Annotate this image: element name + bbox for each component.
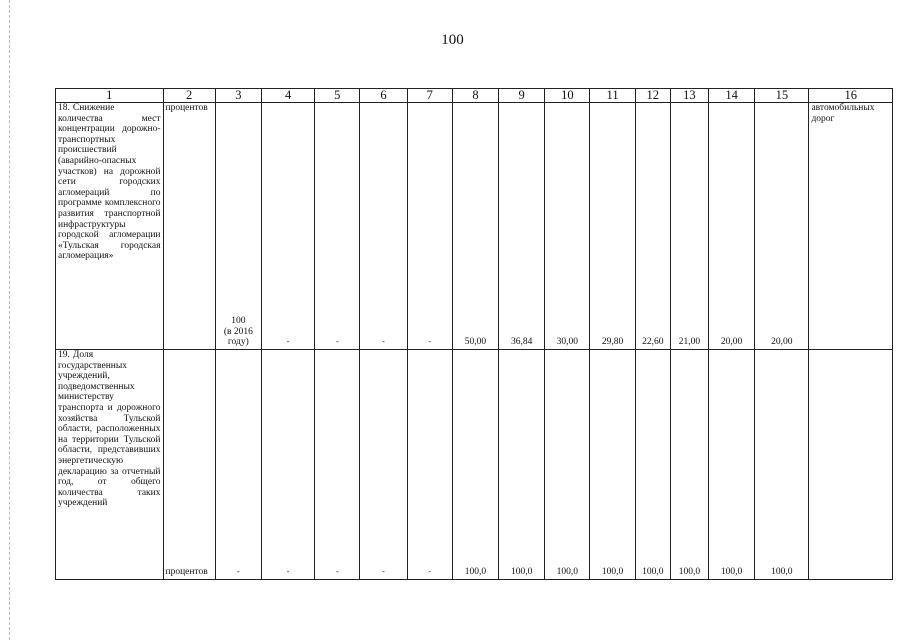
indicator-name: Снижение количества мест концентрации дорожно-транспортных происшествий (аварийно-опасных участков) на дорожной сети городских агломераций по программе комплексного развития транспортной инфраструктуры городской агломерации «Тульская городская агломерация» xyxy=(58,103,161,262)
value-cell: - xyxy=(261,103,314,350)
base-value-cell xyxy=(215,103,261,350)
column-header: 6 xyxy=(360,89,407,103)
scan-edge-line xyxy=(9,0,10,640)
value-cell: 100,0 xyxy=(452,350,498,580)
column-header: 12 xyxy=(635,89,670,103)
value-cell: 22,60 xyxy=(635,103,670,350)
unit-cell: процентов xyxy=(163,103,215,350)
column-header: 16 xyxy=(809,89,893,103)
table-row xyxy=(56,350,893,580)
value-cell: - xyxy=(315,103,360,350)
row-number: 19. xyxy=(58,350,70,360)
indicator-name-cell xyxy=(56,350,164,580)
value-cell: - xyxy=(360,350,407,580)
value-cell: 100,0 xyxy=(499,350,545,580)
value-cell: - xyxy=(261,350,314,580)
column-header: 4 xyxy=(261,89,314,103)
value-cell: 29,80 xyxy=(590,103,635,350)
value-cell: - xyxy=(215,350,261,580)
column-header: 14 xyxy=(709,89,755,103)
value-cell: 100,0 xyxy=(590,350,635,580)
value-cell: 50,00 xyxy=(452,103,498,350)
value-cell: - xyxy=(407,103,452,350)
value-cell: 20,00 xyxy=(755,103,809,350)
value-cell: - xyxy=(315,350,360,580)
column-header: 8 xyxy=(452,89,498,103)
column-header: 1 xyxy=(56,89,164,103)
value-cell: - xyxy=(360,103,407,350)
column-header: 7 xyxy=(407,89,452,103)
column-header: 5 xyxy=(315,89,360,103)
note-cell xyxy=(809,350,893,580)
note-cell: автомобильных дорог xyxy=(809,103,893,350)
page-number: 100 xyxy=(441,32,464,48)
column-header: 15 xyxy=(755,89,809,103)
value-cell: 30,00 xyxy=(545,103,590,350)
value-cell: 21,00 xyxy=(670,103,708,350)
unit-cell: процентов xyxy=(163,350,215,580)
column-header: 10 xyxy=(545,89,590,103)
value-cell: 100,0 xyxy=(545,350,590,580)
value-cell: 100,0 xyxy=(709,350,755,580)
value-cell: 100,0 xyxy=(670,350,708,580)
value-cell: 36,84 xyxy=(499,103,545,350)
column-header: 13 xyxy=(670,89,708,103)
value-cell: 100,0 xyxy=(755,350,809,580)
base-year-end: году) xyxy=(227,337,249,348)
indicators-table xyxy=(55,88,893,580)
column-header: 11 xyxy=(590,89,635,103)
value-cell: - xyxy=(407,350,452,580)
value-cell: 20,00 xyxy=(709,103,755,350)
column-header: 9 xyxy=(499,89,545,103)
table-row xyxy=(56,103,893,350)
column-header: 3 xyxy=(215,89,261,103)
indicator-name-cell xyxy=(56,103,164,350)
base-value: 100 xyxy=(231,316,246,327)
table-header-row xyxy=(56,89,893,103)
column-header: 2 xyxy=(163,89,215,103)
indicator-name: Доля государственных учреждений, подведомственных министерству транспорта и дорожного хозяйства Тульской области, расположенных на территории Тульской области, представивших энергетическую декларацию за отчетный год, от общего количества таких учреждений xyxy=(58,350,161,509)
value-cell: 100,0 xyxy=(635,350,670,580)
row-number: 18. xyxy=(58,103,70,113)
base-year: (в 2016 xyxy=(223,326,253,337)
